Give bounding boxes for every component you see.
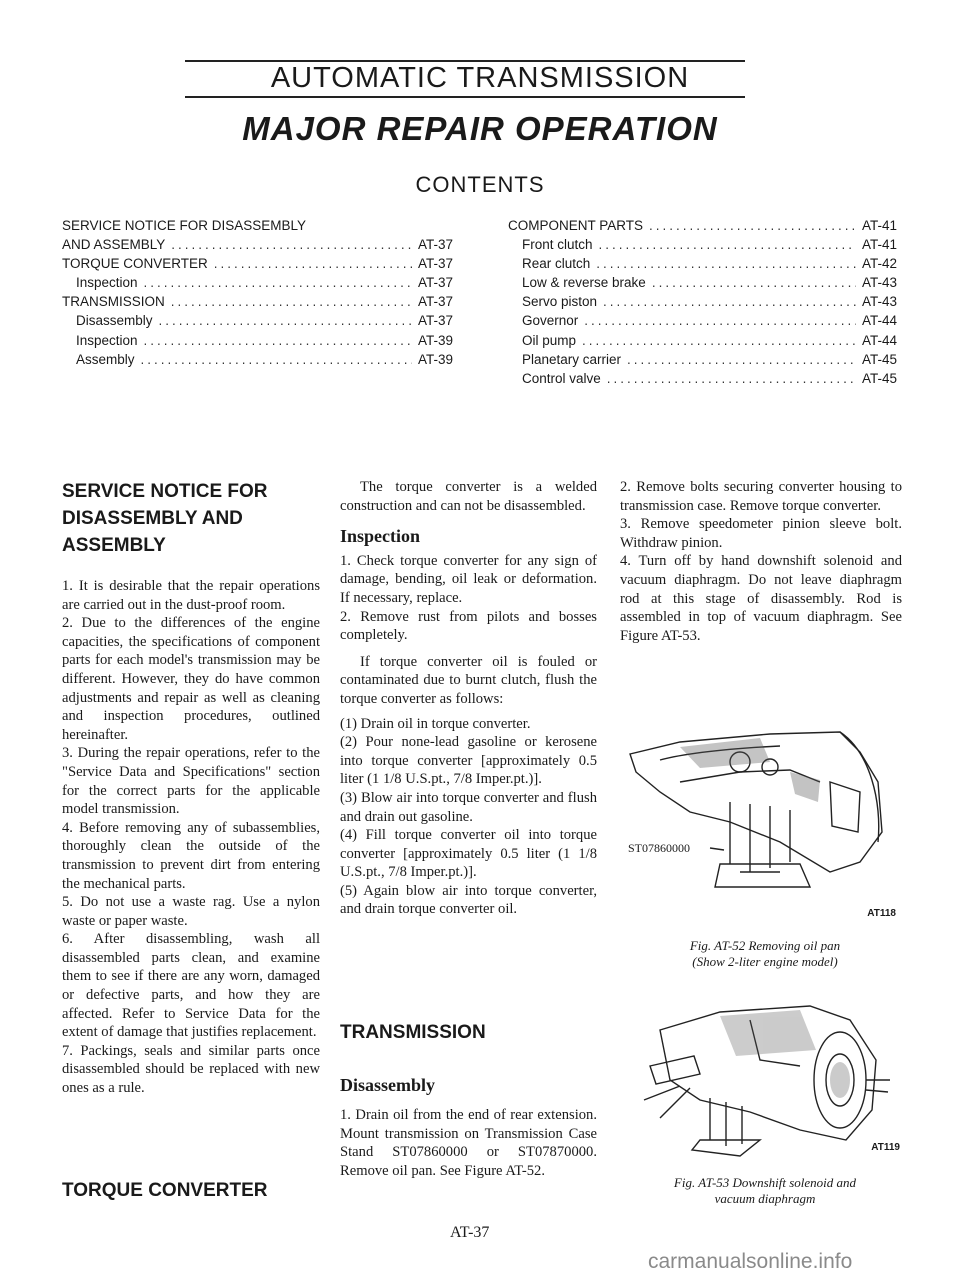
toc-entry[interactable]: TORQUE CONVERTER ..... AT-37 <box>62 254 464 273</box>
disassembly-step: 4. Turn off by hand downshift solenoid and vacuum diaphragm. Do not leave diaphragm rod at this stage of disassembly. Rod is assembled in top of vacuum diaphragm. See Figure AT-53. <box>620 553 902 644</box>
disassembly-step: 1. Drain oil from the end of rear extension. Mount transmission on Transmission Case Stand ST07860000 or ST07870000. Remove oil pan. See Figure AT-52. <box>340 1107 597 1179</box>
page-number: AT-37 <box>450 1224 490 1241</box>
toc-entry[interactable]: Planetary carrier ..... AT-45 <box>508 350 908 369</box>
toc-entry[interactable]: Control valve ..... AT-45 <box>508 369 908 388</box>
page-heading: MAJOR REPAIR OPERATION <box>242 110 718 147</box>
figure-at53 <box>640 1000 902 1180</box>
inspection-heading: Inspection <box>340 526 421 547</box>
toc-entry[interactable]: Rear clutch ..... AT-42 <box>508 254 908 273</box>
toc-entry[interactable]: Assembly ..... AT-39 <box>62 350 464 369</box>
watermark-logo[interactable]: carmanualsonline.info <box>648 1250 853 1273</box>
disassembly-heading: Disassembly <box>340 1075 436 1095</box>
figure-code: AT118 <box>867 908 896 919</box>
section-title: AUTOMATIC TRANSMISSION <box>270 62 690 94</box>
toc-entry: SERVICE NOTICE FOR DISASSEMBLY <box>62 218 307 233</box>
notice-item: 3. During the repair operations, refer to the "Service Data and Specifications" section for the correct parts for the applicable model transmission. <box>62 745 320 818</box>
notice-item: 5. Do not use a waste rag. Use a nylon waste or paper waste. <box>62 894 320 929</box>
toc-left <box>62 216 464 369</box>
column-3 <box>620 478 902 645</box>
figure-caption: Fig. AT-53 Downshift solenoid and vacuum diaphragm <box>673 1175 857 1206</box>
disassembly-step: 2. Remove bolts securing converter housing to transmission case. Remove torque converter. <box>620 479 902 514</box>
torque-intro: The torque converter is a welded construction and can not be disassembled. <box>340 479 597 514</box>
toc-entry[interactable]: AND ASSEMBLY ..... AT-37 <box>62 235 464 254</box>
transmission-stand-illustration <box>620 722 902 902</box>
fouled-note: If torque converter oil is fouled or contaminated due to burnt clutch, flush the torque converter as follows: <box>340 653 597 707</box>
disassembly-step: 3. Remove speedometer pinion sleeve bolt. Withdraw pinion. <box>620 516 902 551</box>
header-rule-bottom <box>185 96 745 98</box>
toc-entry[interactable]: Disassembly ..... AT-37 <box>62 311 464 330</box>
notice-item: 4. Before removing any of subassemblies, thoroughly clean the outside of the transmission to prevent dirt from entering the mechanical parts. <box>62 819 320 892</box>
flush-step: (4) Fill torque converter oil into torque converter [approximately 0.5 liter (1 1/8 U.S.pt., 7/8 Imper.pt.)]. <box>340 827 597 881</box>
toc-entry[interactable]: Front clutch ..... AT-41 <box>508 235 908 254</box>
toc-entry[interactable]: Low & reverse brake ..... AT-43 <box>508 273 908 292</box>
toc-entry[interactable]: Servo piston ..... AT-43 <box>508 292 908 311</box>
downshift-solenoid-illustration <box>640 1000 902 1160</box>
flush-step: (5) Again blow air into torque converter, and drain torque converter oil. <box>340 882 597 918</box>
figure-at52 <box>620 722 902 922</box>
toc-entry[interactable]: Governor ..... AT-44 <box>508 311 908 330</box>
notice-item: 6. After disassembling, wash all disassembled parts clean, and examine them to see if there are any worn, damaged or defective parts, and how they are affected. Refer to Service Data for the extent of damage that justifies replacement. <box>62 931 320 1041</box>
toc-entry[interactable]: COMPONENT PARTS ..... AT-41 <box>508 216 908 235</box>
column-2 <box>340 478 597 919</box>
toc-entry[interactable]: Inspection ..... AT-37 <box>62 273 464 292</box>
toc-entry[interactable]: TRANSMISSION ..... AT-37 <box>62 292 464 311</box>
figure-code: AT119 <box>871 1142 900 1153</box>
contents-title: CONTENTS <box>415 172 545 197</box>
flush-step: (3) Blow air into torque converter and flush and drain out gasoline. <box>340 789 597 825</box>
notice-item: 1. It is desirable that the repair operations are carried out in the dust-proof room. <box>62 578 320 613</box>
figure-caption: Fig. AT-52 Removing oil pan (Show 2-liter engine model) <box>689 938 841 969</box>
column-1 <box>62 478 320 1098</box>
service-notice-heading: SERVICE NOTICE FOR DISASSEMBLY AND ASSEMBLY <box>62 481 268 556</box>
inspection-item: 1. Check torque converter for any sign of damage, bending, oil leak or deformation. If necessary, replace. <box>340 552 597 606</box>
torque-converter-heading: TORQUE CONVERTER <box>62 1180 268 1201</box>
toc-entry[interactable]: Oil pump ..... AT-44 <box>508 331 908 350</box>
notice-item: 7. Packings, seals and similar parts once disassembled should be replaced with new ones as a rule. <box>62 1042 320 1097</box>
toc-entry[interactable]: Inspection ..... AT-39 <box>62 331 464 350</box>
notice-item: 2. Due to the differences of the engine capacities, the specifications of component parts for each model's transmission may be different. However, they do have common adjustments and repair as well as cleaning and inspection procedures, outlined hereinafter. <box>62 615 320 743</box>
flush-step: (1) Drain oil in torque converter. <box>340 715 531 732</box>
transmission-heading: TRANSMISSION <box>340 1022 486 1043</box>
toc-right <box>508 216 908 388</box>
inspection-item: 2. Remove rust from pilots and bosses completely. <box>340 608 597 644</box>
flush-step: (2) Pour none-lead gasoline or kerosene into torque converter [approximately 0.5 liter (1 1/8 U.S.pt., 7/8 Imper.pt.)]. <box>340 734 597 788</box>
tool-label: ST07860000 <box>628 841 691 855</box>
